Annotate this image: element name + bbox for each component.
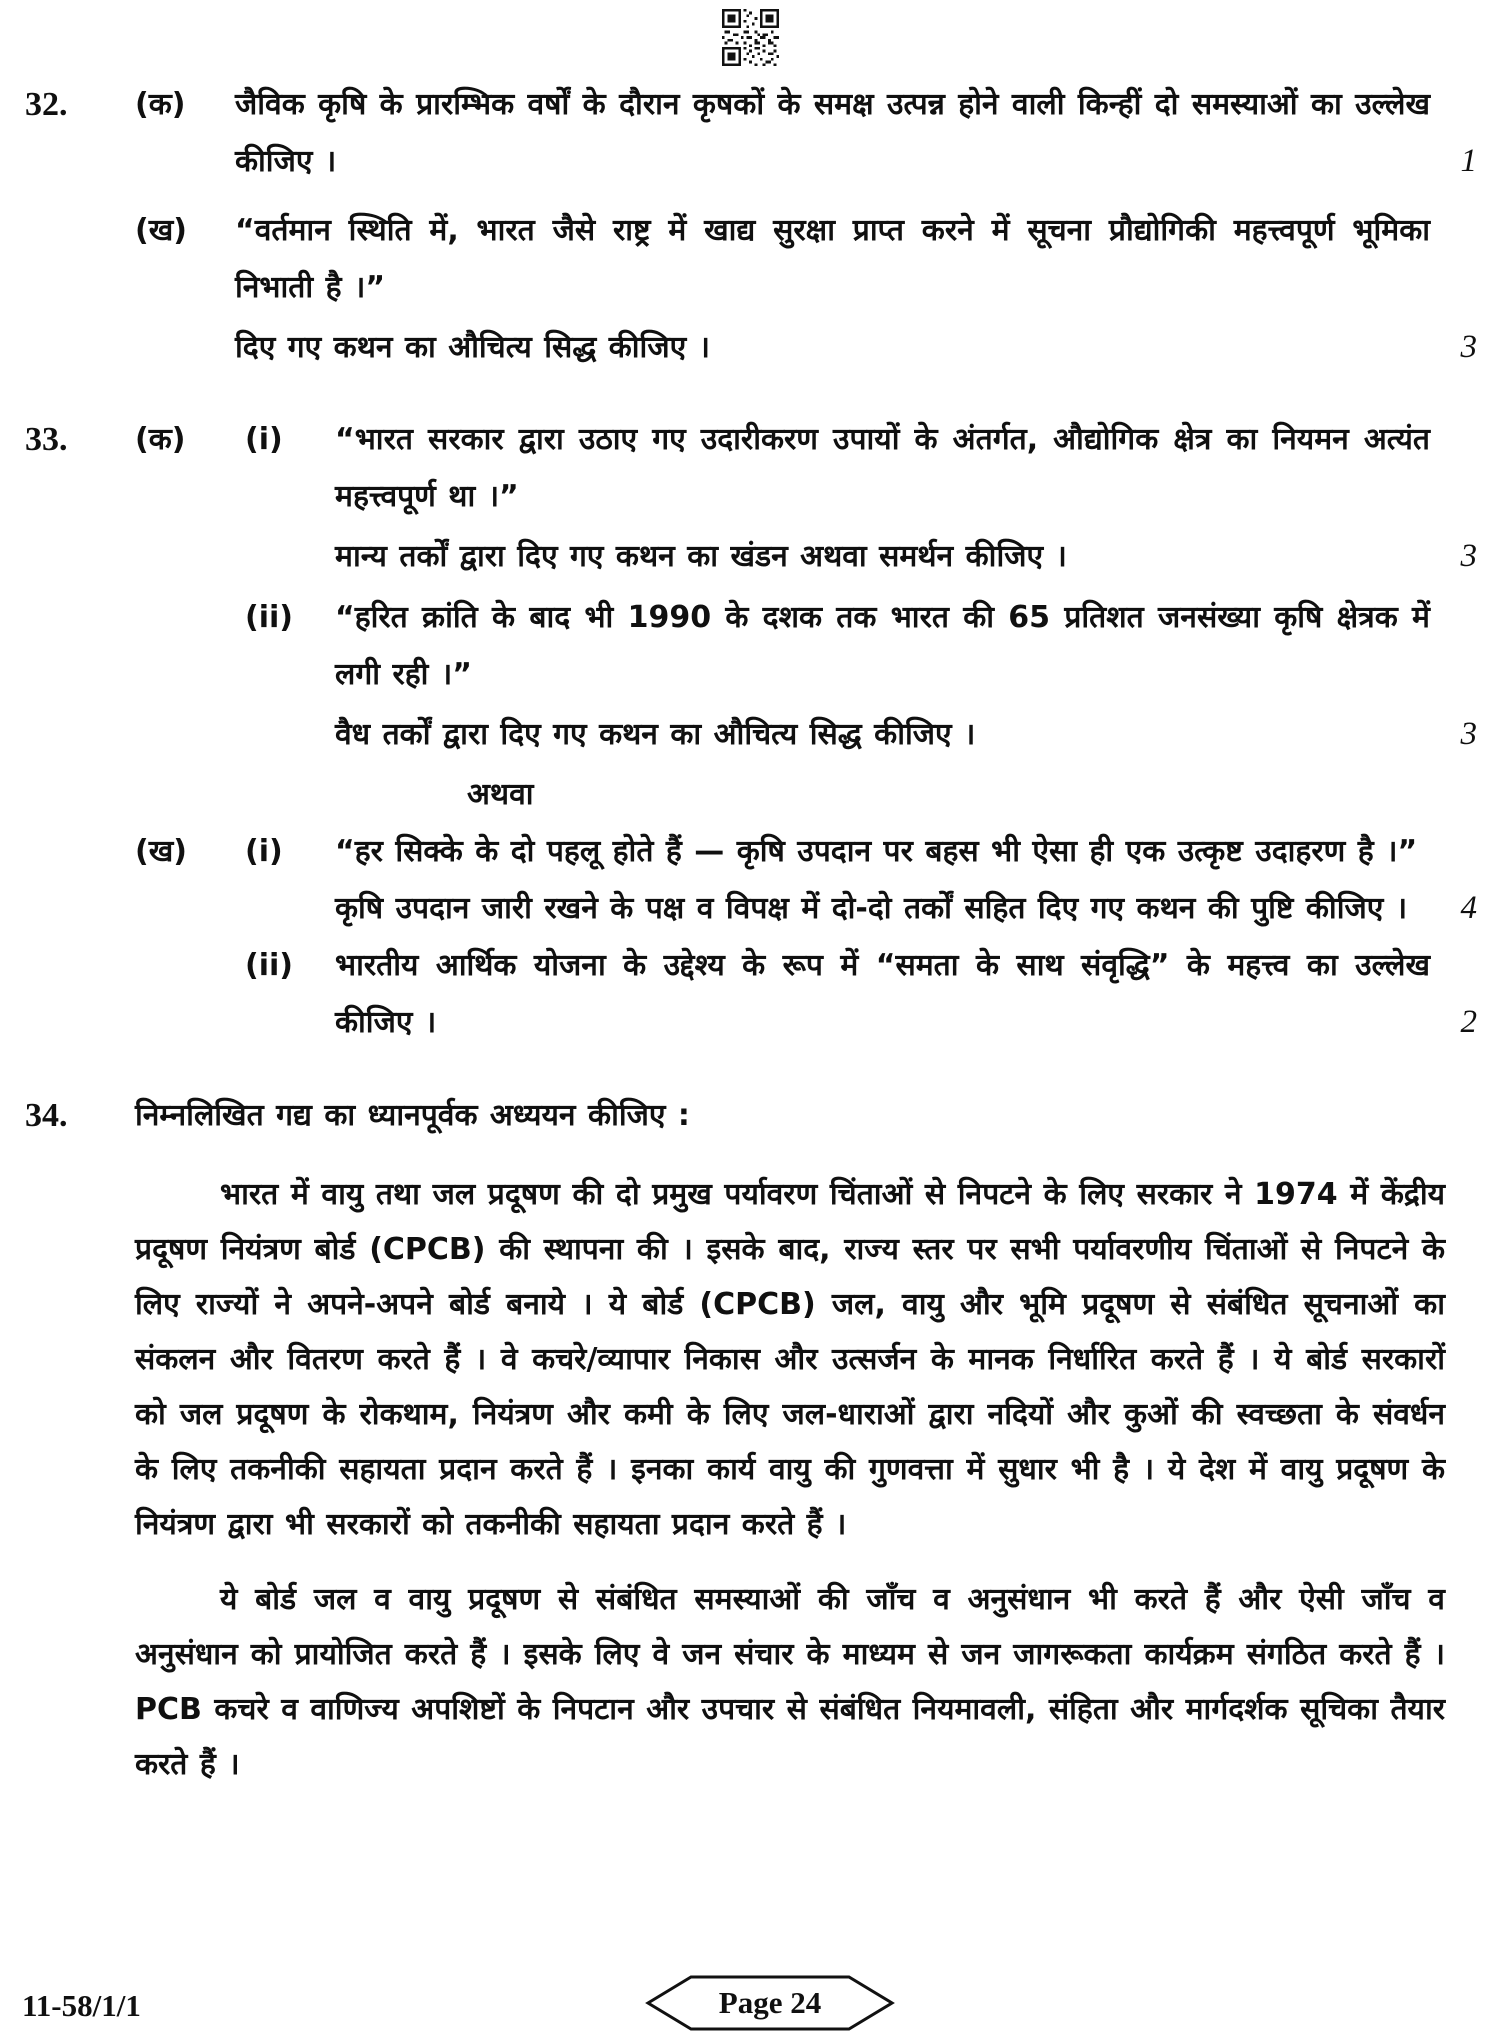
passage-paragraph-2: ये बोर्ड जल व वायु प्रदूषण से संबंधित समस्याओं की जाँच व अनुसंधान भी करते हैं और ऐसी जाँच व अनुसंधान को प्रायोजित करते हैं । इसके लिए वे जन संचार के माध्यम से जन जागरूकता कार्यक्रम संगठित करते हैं । PCB कचरे व वाणिज्य अपशिष्टों के निपटान और उपचार से संबंधित नियमावली, संहिता और मार्गदर्शक सूचिका तैयार करते हैं । [135,1582,1445,1782]
passage-paragraph-1: भारत में वायु तथा जल प्रदूषण की दो प्रमुख पर्यावरण चिंताओं से निपटने के लिए सरकार ने 1974 में केंद्रीय प्रदूषण नियंत्रण बोर्ड (CPCB) की स्थापना की । इसके बाद, राज्य स्तर पर सभी पर्यावरणीय चिंताओं से निपटने के लिए राज्यों ने अपने-अपने बोर्ड बनाये । ये बोर्ड (CPCB) जल, वायु और भूमि प्रदूषण से संबंधित सूचनाओं का संकलन और वितरण करते हैं । वे कचरे/व्यापार निकास और उत्सर्जन के मानक निर्धारित करते हैं । ये बोर्ड सरकारों को जल प्रदूषण के रोकथाम, नियंत्रण और कमी के लिए जल-धाराओं द्वारा नदियों और कुओं की स्वच्छता के संवर्धन के लिए तकनीकी सहायता प्रदान करते हैं । इनका कार्य वायु की गुणवत्ता में सुधार भी है । ये देश में वायु प्रदूषण के नियंत्रण द्वारा भी सरकारों को तकनीकी सहायता प्रदान करते हैं । [135,1177,1445,1542]
question-text [235,202,1430,376]
question-heading-text: निम्नलिखित गद्य का ध्यानपूर्वक अध्ययन कीजिए : [135,1098,690,1133]
question-33-part-a-i [0,411,1505,585]
marks-value: 2 [1460,1004,1477,1040]
question-33-part-b-ii [0,937,1505,1051]
quote-text: “हरित क्रांति के बाद भी 1990 के दशक तक भारत की 65 प्रतिशत जनसंख्या कृषि क्षेत्रक में लगी रही ।” [335,600,1430,692]
page-number-badge [645,1974,895,2032]
page-footer [0,1970,1505,2034]
quote-text: “हर सिक्के के दो पहलू होते हैं — कृषि उपदान पर बहस भी ऐसा ही एक उत्कृष्ट उदाहरण है ।” [335,834,1418,869]
question-text: जैविक कृषि के प्रारम्भिक वर्षों के दौरान कृषकों के समक्ष उत्पन्न होने वाली किन्हीं दो समस्याओं का उल्लेख कीजिए । [235,87,1430,179]
question-33-part-a-ii [0,589,1505,763]
question-text: भारतीय आर्थिक योजना के उद्देश्य के रूप में “समता के साथ संवृद्धि” के महत्त्व का उल्लेख कीजिए । [335,948,1430,1040]
roman-label: (ii) [245,948,293,983]
part-label: (क) [135,422,186,457]
question-32-part-b [0,202,1505,376]
marks-value: 3 [1460,329,1477,365]
question-32-part-a [0,76,1505,190]
paper-code: 11-58/1/1 [22,1988,141,2023]
page-number-label: Page 24 [718,1985,822,2020]
question-34-heading [0,1087,1505,1144]
instruction-text: दिए गए कथन का औचित्य सिद्ध कीजिए । [235,330,710,365]
instruction-text: मान्य तर्कों द्वारा दिए गए कथन का खंडन अथवा समर्थन कीजिए । [335,539,1067,574]
marks-value: 1 [1460,143,1477,179]
question-text [335,411,1430,585]
quote-text: “भारत सरकार द्वारा उठाए गए उदारीकरण उपायों के अंतर्गत, औद्योगिक क्षेत्र का नियमन अत्यंत महत्त्वपूर्ण था ।” [335,422,1430,514]
question-text [335,589,1430,763]
question-33-part-b-i [0,823,1505,937]
marks-value: 4 [1460,890,1477,926]
qr-code [722,8,779,67]
roman-label: (ii) [245,600,293,635]
or-divider [0,766,1505,823]
question-number: 32. [25,86,68,123]
part-label: (क) [135,87,186,122]
qr-code-graphic [722,8,779,67]
question-text [335,823,1430,937]
question-number: 34. [25,1097,68,1134]
marks-value: 3 [1460,716,1477,752]
part-label: (ख) [135,213,187,248]
instruction-text: वैध तर्कों द्वारा दिए गए कथन का औचित्य सिद्ध कीजिए । [335,717,976,752]
roman-label: (i) [245,422,283,457]
roman-label: (i) [245,834,283,869]
or-label: अथवा [467,777,534,812]
part-label: (ख) [135,834,187,869]
marks-value: 3 [1460,538,1477,574]
quote-text: “वर्तमान स्थिति में, भारत जैसे राष्ट्र में खाद्य सुरक्षा प्राप्त करने में सूचना प्रौद्योगिकी महत्त्वपूर्ण भूमिका निभाती है ।” [235,213,1430,305]
instruction-text: कृषि उपदान जारी रखने के पक्ष व विपक्ष में दो-दो तर्कों सहित दिए गए कथन की पुष्टि कीजिए । [335,891,1408,926]
question-number: 33. [25,421,68,458]
